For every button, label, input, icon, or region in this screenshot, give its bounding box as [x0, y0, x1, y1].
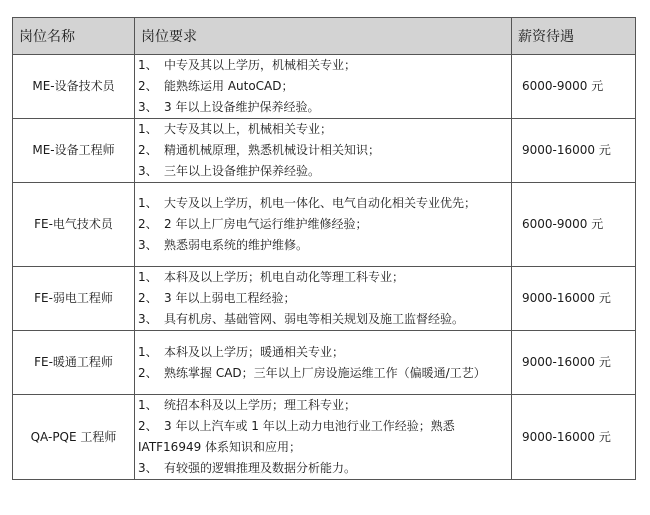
requirement-text: 3 年以上弱电工程经验；	[164, 291, 296, 305]
requirement-text: 2 年以上厂房电气运行维护维修经验；	[164, 217, 368, 231]
requirement-text: 3 年以上设备维护保养经验。	[164, 100, 320, 114]
requirement-text: 有较强的逻辑推理及数据分析能力。	[164, 461, 357, 475]
requirement-text: 能熟练运用 AutoCAD；	[164, 79, 294, 93]
table-row	[13, 55, 636, 119]
requirements-cell	[135, 267, 512, 331]
requirement-item	[138, 342, 505, 363]
requirement-number: 3、	[138, 164, 158, 178]
salary-value: 9000-16000 元	[512, 395, 636, 480]
requirement-number: 1、	[138, 196, 158, 210]
requirement-item	[138, 76, 505, 97]
position-title: FE-暖通工程师	[13, 331, 135, 395]
requirement-number: 2、	[138, 217, 158, 231]
header-requirements: 岗位要求	[135, 18, 512, 55]
requirement-text: 具有机房、基础管网、弱电等相关规划及施工监督经验。	[164, 312, 465, 326]
requirement-item	[138, 309, 505, 330]
requirement-text: 统招本科及以上学历；理工科专业；	[164, 398, 357, 412]
requirement-text: 大专及其以上，机械相关专业；	[164, 122, 333, 136]
requirement-item	[138, 55, 505, 76]
requirement-item	[138, 235, 505, 256]
requirement-text: 熟练掌握 CAD；三年以上厂房设施运维工作（偏暖通/工艺）	[164, 365, 486, 380]
requirement-text: 熟悉弱电系统的维护维修。	[164, 238, 309, 252]
position-title: FE-弱电工程师	[13, 267, 135, 331]
table-row	[13, 267, 636, 331]
job-requirements-table	[12, 17, 636, 480]
requirement-text: 大专及以上学历，机电一体化、电气自动化相关专业优先；	[164, 196, 477, 210]
requirements-cell	[135, 119, 512, 183]
requirement-number: 2、	[138, 291, 158, 305]
requirement-text: 本科及以上学历；暖通相关专业；	[164, 344, 345, 359]
position-title: FE-电气技术员	[13, 183, 135, 267]
requirements-cell	[135, 395, 512, 480]
requirement-number: 3、	[138, 238, 158, 252]
requirements-cell	[135, 183, 512, 267]
requirement-number: 3、	[138, 100, 158, 114]
requirement-item	[138, 193, 505, 214]
requirement-item	[138, 161, 505, 182]
requirement-item	[138, 267, 505, 288]
requirement-number: 1、	[138, 122, 158, 136]
table-row	[13, 395, 636, 480]
requirements-cell	[135, 55, 512, 119]
requirement-number: 2、	[138, 79, 158, 93]
requirement-item	[138, 458, 505, 479]
table-row	[13, 331, 636, 395]
requirement-number: 1、	[138, 270, 158, 284]
requirement-item	[138, 288, 505, 309]
requirement-number: 2、	[138, 143, 158, 157]
requirement-text: 中专及其以上学历，机械相关专业；	[164, 58, 357, 72]
requirement-item	[138, 140, 505, 161]
requirement-item	[138, 395, 505, 416]
header-salary: 薪资待遇	[512, 18, 636, 55]
requirement-item	[138, 363, 505, 384]
position-title: ME-设备技术员	[13, 55, 135, 119]
requirement-number: 1、	[138, 344, 158, 359]
requirement-item	[138, 119, 505, 140]
requirement-item	[138, 97, 505, 118]
requirement-text: 3 年以上汽车或 1 年以上动力电池行业工作经验；熟悉 IATF16949 体系知识和应用；	[138, 419, 455, 454]
requirement-text: 三年以上设备维护保养经验。	[164, 164, 321, 178]
requirement-number: 3、	[138, 461, 158, 475]
table-header-row	[13, 18, 636, 55]
requirement-text: 精通机械原理，熟悉机械设计相关知识；	[164, 143, 381, 157]
requirement-number: 1、	[138, 398, 158, 412]
table-row	[13, 119, 636, 183]
requirement-number: 3、	[138, 312, 158, 326]
requirement-number: 1、	[138, 58, 158, 72]
requirement-item	[138, 416, 505, 458]
salary-value: 9000-16000 元	[512, 331, 636, 395]
requirement-number: 2、	[138, 365, 158, 380]
table-row	[13, 183, 636, 267]
salary-value: 6000-9000 元	[512, 183, 636, 267]
header-position: 岗位名称	[13, 18, 135, 55]
position-title: QA-PQE 工程师	[13, 395, 135, 480]
salary-value: 6000-9000 元	[512, 55, 636, 119]
position-title: ME-设备工程师	[13, 119, 135, 183]
requirement-item	[138, 214, 505, 235]
requirement-text: 本科及以上学历；机电自动化等理工科专业；	[164, 270, 405, 284]
salary-value: 9000-16000 元	[512, 119, 636, 183]
requirements-cell	[135, 331, 512, 395]
requirement-number: 2、	[138, 419, 158, 433]
salary-value: 9000-16000 元	[512, 267, 636, 331]
